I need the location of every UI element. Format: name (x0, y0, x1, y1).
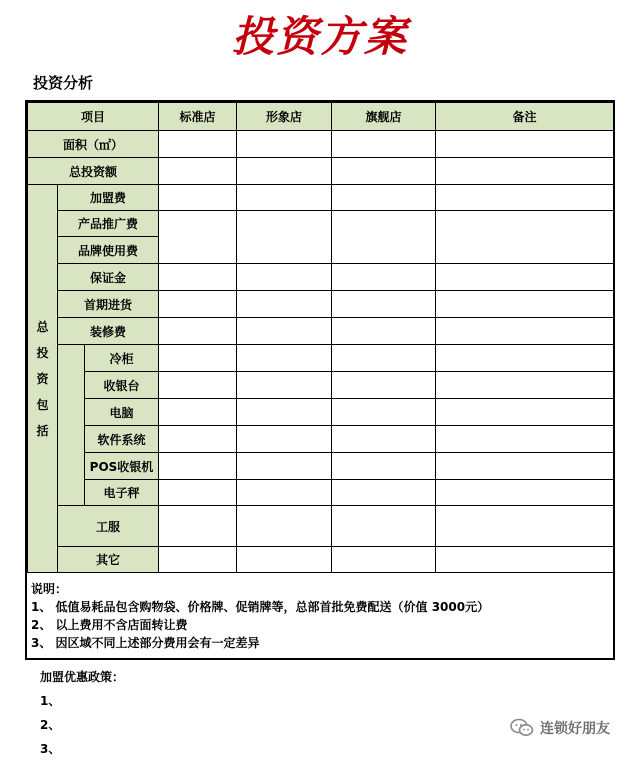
table-cell (237, 185, 332, 211)
table-cell (436, 185, 614, 211)
table-cell (436, 453, 614, 480)
table-cell (159, 158, 237, 185)
table-row (28, 453, 614, 480)
notes-section (31, 580, 489, 652)
row-label-equipment: POS收银机 (85, 453, 159, 480)
table-row (28, 399, 614, 426)
note-line: 2、 以上费用不含店面转让费 (31, 618, 188, 632)
table-cell (332, 506, 436, 547)
row-label-item: 保证金 (58, 264, 159, 291)
table-header-row (28, 103, 614, 131)
table-cell (436, 211, 614, 264)
investment-table (27, 102, 614, 573)
table-row (28, 372, 614, 399)
table-cell (436, 372, 614, 399)
table-cell (159, 185, 237, 211)
row-label-uniform: 工服 (58, 506, 159, 547)
table-cell (332, 345, 436, 372)
table-cell (159, 318, 237, 345)
table-cell (159, 291, 237, 318)
table-cell (332, 185, 436, 211)
table-cell (436, 318, 614, 345)
table-cell (159, 547, 237, 573)
table-cell (159, 480, 237, 506)
row-label-other: 其它 (58, 547, 159, 573)
table-cell (332, 291, 436, 318)
table-cell (237, 211, 332, 264)
table-cell (332, 211, 436, 264)
header-flagship-store: 旗舰店 (332, 103, 436, 131)
note-line: 3、 因区域不同上述部分费用会有一定差异 (31, 636, 260, 650)
table-cell (159, 264, 237, 291)
table-cell (237, 318, 332, 345)
header-item: 项目 (28, 103, 159, 131)
table-cell (332, 453, 436, 480)
section-subtitle: 投资分析 (33, 74, 94, 92)
table-row (28, 480, 614, 506)
table-cell (237, 158, 332, 185)
row-label-item: 装修费 (58, 318, 159, 345)
policy-heading: 加盟优惠政策： (40, 670, 125, 684)
table-cell (332, 131, 436, 158)
table-cell (332, 318, 436, 345)
table-cell (332, 372, 436, 399)
page-title: 投资方案 (231, 12, 408, 61)
table-row (28, 426, 614, 453)
table-cell (237, 131, 332, 158)
table-cell (237, 480, 332, 506)
table-cell (436, 291, 614, 318)
table-cell (237, 345, 332, 372)
table-row (28, 158, 614, 185)
table-cell (332, 158, 436, 185)
table-row (28, 291, 614, 318)
table-cell (159, 426, 237, 453)
header-image-store: 形象店 (237, 103, 332, 131)
policy-item: 2、 (40, 718, 61, 732)
policy-item: 1、 (40, 694, 61, 708)
table-cell (332, 264, 436, 291)
table-cell (436, 480, 614, 506)
table-row (28, 211, 614, 237)
table-cell (159, 453, 237, 480)
table-cell (237, 506, 332, 547)
table-row (28, 131, 614, 158)
row-label-equipment: 电子秤 (85, 480, 159, 506)
group-label: 总投资包括 (36, 319, 49, 438)
table-row (28, 345, 614, 372)
table-cell (332, 399, 436, 426)
table-cell (159, 506, 237, 547)
table-cell (237, 372, 332, 399)
row-label-equipment: 收银台 (85, 372, 159, 399)
row-label-total: 总投资额 (28, 158, 159, 185)
table-cell (237, 264, 332, 291)
row-label-equipment: 软件系统 (85, 426, 159, 453)
row-label-equipment: 电脑 (85, 399, 159, 426)
watermark-text: 连锁好朋友 (540, 721, 610, 737)
table-cell (237, 453, 332, 480)
table-row (28, 506, 614, 547)
table-cell (159, 372, 237, 399)
table-cell (436, 426, 614, 453)
table-cell (237, 291, 332, 318)
table-cell (159, 131, 237, 158)
header-remarks: 备注 (436, 103, 614, 131)
table-cell (159, 345, 237, 372)
table-cell (237, 547, 332, 573)
table-cell (436, 399, 614, 426)
table-cell (159, 399, 237, 426)
row-label-item: 品牌使用费 (58, 237, 159, 264)
table-cell (436, 345, 614, 372)
group-label-cell (28, 185, 58, 573)
table-cell (159, 211, 237, 264)
row-label-item: 加盟费 (58, 185, 159, 211)
table-cell (237, 426, 332, 453)
table-row (28, 185, 614, 211)
table-cell (436, 506, 614, 547)
row-label-item: 产品推广费 (58, 211, 159, 237)
row-label-equipment: 冷柜 (85, 345, 159, 372)
table-row (28, 264, 614, 291)
row-label-area: 面积（㎡） (28, 131, 159, 158)
table-cell (237, 399, 332, 426)
policy-section (40, 665, 124, 761)
table-row (28, 318, 614, 345)
note-line: 1、 低值易耗品包含购物袋、价格牌、促销牌等，总部首批免费配送（价值 3000元） (31, 600, 490, 614)
table-cell (436, 131, 614, 158)
notes-heading: 说明： (31, 582, 68, 596)
row-label-item: 首期进货 (58, 291, 159, 318)
table-cell (436, 264, 614, 291)
wechat-icon (510, 718, 534, 738)
watermark (510, 716, 610, 740)
table-cell (332, 480, 436, 506)
table-cell (436, 158, 614, 185)
equipment-indent-cell (58, 345, 85, 506)
table-cell (332, 547, 436, 573)
table-row (28, 547, 614, 573)
table-cell (332, 426, 436, 453)
header-standard-store: 标准店 (159, 103, 237, 131)
table-cell (436, 547, 614, 573)
policy-item: 3、 (40, 742, 61, 756)
